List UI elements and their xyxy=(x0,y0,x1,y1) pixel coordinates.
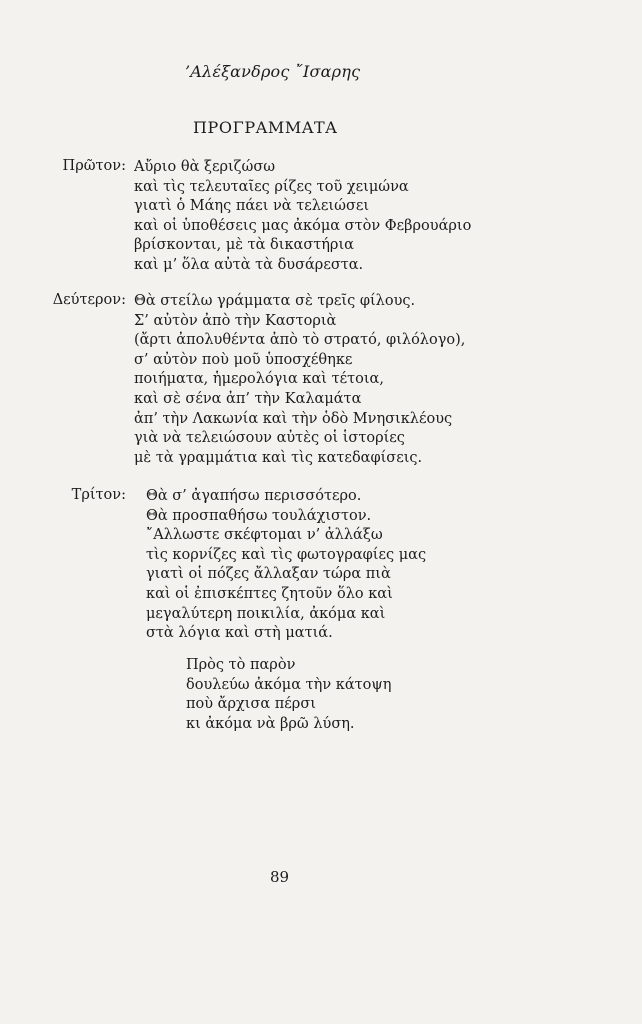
stanza-label: Τρίτον: xyxy=(71,487,126,503)
poem-line: μεγαλύτερη ποικιλία, ἀκόμα καὶ xyxy=(146,605,386,622)
poem-line: καὶ οἱ ἐπισκέπτες ζητοῦν ὅλο καὶ xyxy=(146,585,393,602)
poem-line: καὶ σὲ σένα ἀπ’ τὴν Καλαμάτα xyxy=(134,390,362,407)
stanza-lines xyxy=(146,487,426,644)
poem-line: ποὺ ἄρχισα πέρσι xyxy=(186,696,316,713)
poem-line: στὰ λόγια καὶ στὴ ματιά. xyxy=(146,625,333,642)
poem-line: βρίσκονται, μὲ τὰ δικαστήρια xyxy=(134,237,354,254)
poem-line: ἀπ’ τὴν Λακωνία καὶ τὴν ὁδὸ Μνησικλέους xyxy=(134,410,453,427)
poem-line: ῎Αλλωστε σκέφτομαι ν’ ἀλλάξω xyxy=(146,527,383,544)
poem-line: δουλεύω ἀκόμα τὴν κάτοψη xyxy=(186,676,392,693)
poem-line: καὶ μ’ ὅλα αὐτὰ τὰ δυσάρεστα. xyxy=(134,256,364,273)
poem-line: καὶ οἱ ὑποθέσεις μας ἀκόμα στὸν Φεβρουάριο xyxy=(134,217,472,234)
poem-line: καὶ τὶς τελευταῖες ρίζες τοῦ χειμώνα xyxy=(134,178,409,195)
poem-line: Θὰ σ’ ἀγαπήσω περισσότερο. xyxy=(146,488,362,504)
poem-line: γιατὶ οἱ πόζες ἄλλαξαν τώρα πιὰ xyxy=(146,566,391,583)
poem-line: Σ’ αὐτὸν ἀπὸ τὴν Καστοριὰ xyxy=(134,312,337,329)
poem-line: Αὔριο θὰ ξεριζώσω xyxy=(134,159,276,175)
poem-line: Θὰ στείλω γράμματα σὲ τρεῖς φίλους. xyxy=(134,293,416,309)
poem-line: σ’ αὐτὸν ποὺ μοῦ ὑποσχέθηκε xyxy=(134,351,353,368)
stanza-lines xyxy=(134,158,471,276)
poem-line: γιὰ νὰ τελειώσουν αὐτὲς οἱ ἱστορίες xyxy=(134,430,405,447)
poem-line: (ἄρτι ἀπολυθέντα ἀπὸ τὸ στρατό, φιλόλογο), xyxy=(134,332,466,349)
stanza-label: Πρῶτον: xyxy=(62,158,126,174)
poem-author: ’Αλέξανδρος ῎Ισαρης xyxy=(185,62,361,81)
poem-line: γιατὶ ὁ Μάης πάει νὰ τελειώσει xyxy=(134,198,370,215)
poem-line: τὶς κορνίζες καὶ τὶς φωτογραφίες μας xyxy=(146,546,427,563)
poem-title: ΠΡΟΓΡΑΜΜΑΤΑ xyxy=(193,118,338,137)
stanza-lines xyxy=(134,292,465,468)
poem-line: κι ἀκόμα νὰ βρῶ λύση. xyxy=(186,715,355,732)
poem-line: Πρὸς τὸ παρὸν xyxy=(186,657,296,673)
coda-lines xyxy=(186,656,391,734)
poem-line: μὲ τὰ γραμμάτια καὶ τὶς κατεδαφίσεις. xyxy=(134,449,423,466)
page-number: 89 xyxy=(270,868,290,886)
stanza-label: Δεύτερον: xyxy=(52,292,126,308)
poem-line: ποιήματα, ἡμερολόγια καὶ τέτοια, xyxy=(134,371,384,388)
poem-line: Θὰ προσπαθήσω τουλάχιστον. xyxy=(146,507,372,524)
